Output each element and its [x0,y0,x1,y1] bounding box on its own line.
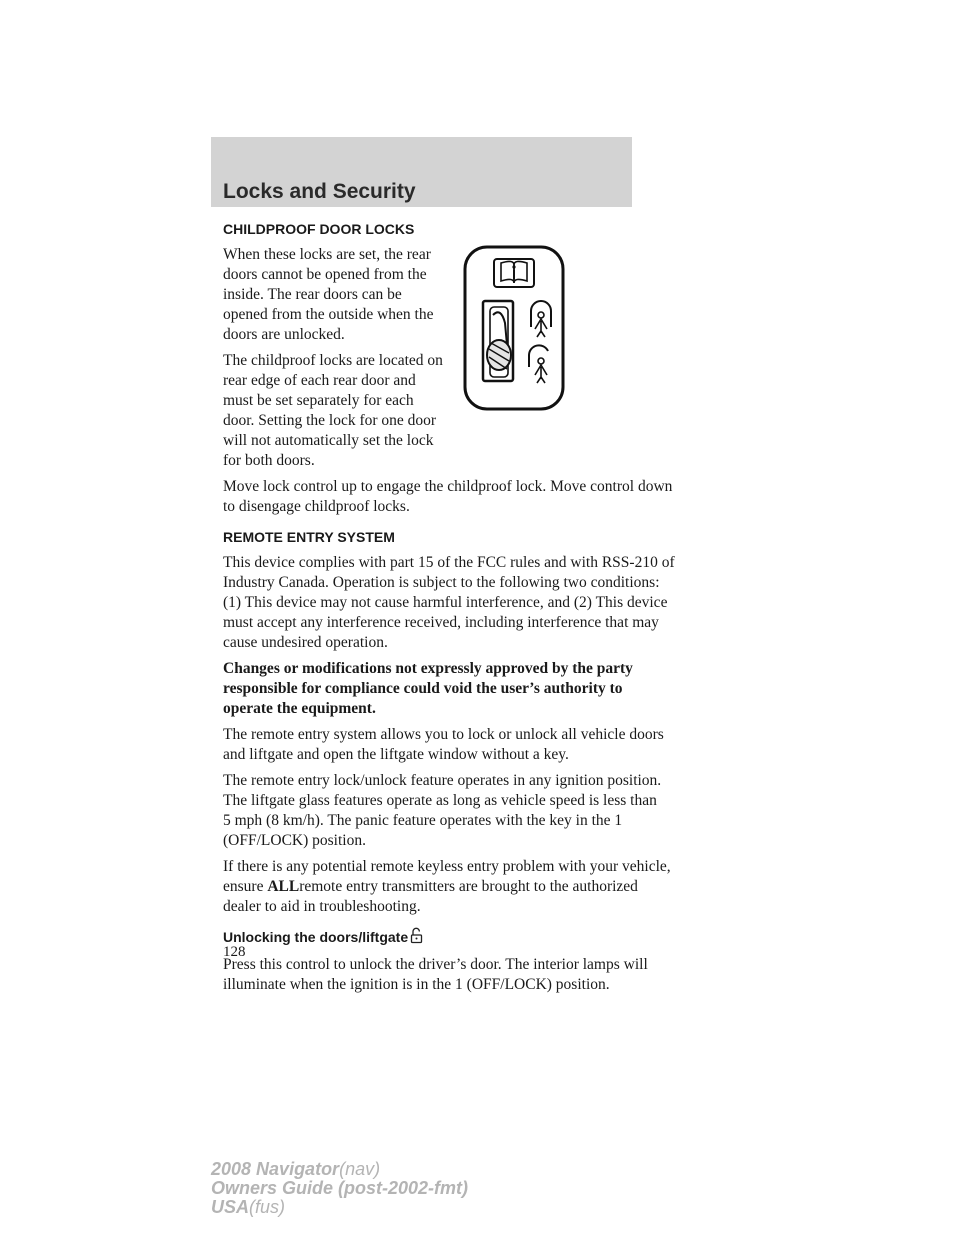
page-number: 128 [223,944,246,960]
remote-paragraph-1: This device complies with part 15 of the FCC rules and with RSS-210 of Industry Canada. Operation is subject to the following two conditions: (1) This device may not cause harmful interference, and (2) This device must accept any interference received, including interference that may cause undesired operation. [223,554,675,651]
footer-line-1: 2008 Navigator(nav) [211,1159,381,1179]
section-title: Locks and Security [223,180,416,203]
remote-entry-heading: REMOTE ENTRY SYSTEM [223,529,395,545]
childproof-heading: CHILDPROOF DOOR LOCKS [223,221,415,237]
page-content [223,219,675,1001]
remote-paragraph-3: The remote entry lock/unlock feature operates in any ignition position. The liftgate glass features operate as long as vehicle speed is less than 5 mph (8 km/h). The panic feature operates with the key in the 1 (OFF/LOCK) position. [223,772,662,849]
fcc-warning: Changes or modifications not expressly approved by the party responsible for compliance could void the user’s authority to operate the equipment. [223,660,633,717]
unlocking-paragraph-1: Press this control to unlock the driver’s door. The interior lamps will illuminate when the ignition is in the 1 (OFF/LOCK) position. [223,956,648,993]
unlocking-heading: Unlocking the doors/liftgate [223,927,643,949]
footer-line-2: Owners Guide (post-2002-fmt) [211,1178,469,1198]
childproof-paragraph-3: Move lock control up to engage the childproof lock. Move control down to disengage childproof locks. [223,478,673,515]
remote-paragraph-2: The remote entry system allows you to lock or unlock all vehicle doors and liftgate and open the liftgate window without a key. [223,726,664,763]
section-header [211,137,632,207]
childproof-lock-illustration [463,245,565,411]
remote-paragraph-4: If there is any potential remote keyless entry problem with your vehicle, ensure ALLremote entry transmitters are brought to the authorized dealer to aid in troubleshooting. [223,858,671,915]
unlock-icon [410,927,424,949]
footer-line-3: USA(fus) [211,1197,286,1217]
childproof-paragraph-2: The childproof locks are located on rear edge of each rear door and must be set separately for each door. Setting the lock for one door will not automatically set the lock for both doors. [223,352,443,469]
childproof-paragraph-1: When these locks are set, the rear doors cannot be opened from the inside. The rear doors can be opened from the outside when the doors are unlocked. [223,246,434,343]
document-footer [211,1160,468,1217]
